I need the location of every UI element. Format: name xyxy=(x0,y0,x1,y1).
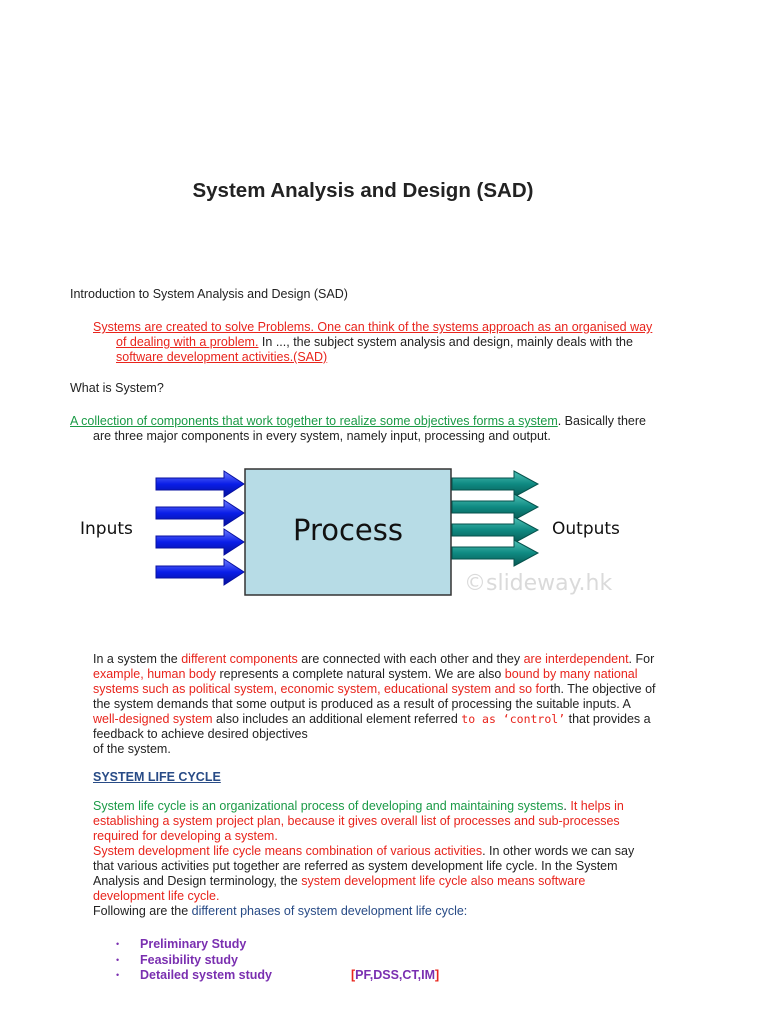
p3-q: of the system. xyxy=(93,742,171,756)
phase-label: Preliminary Study xyxy=(140,937,247,951)
inputs-label: Inputs xyxy=(80,519,133,539)
system-definition-plain-2: are three major components in every system, namely input, processing and output. xyxy=(93,429,551,443)
system-definition-paragraph xyxy=(70,414,690,444)
intro-paragraph xyxy=(93,320,683,365)
bullet-icon: • xyxy=(116,954,120,965)
p4-plain-1: . In other words we can say xyxy=(482,844,635,858)
input-arrows xyxy=(156,471,244,585)
p3-systems-list: systems such as political system, economic system, educational system and so for xyxy=(93,682,551,696)
p3-well-designed: well-designed system xyxy=(93,712,213,726)
watermark-text: ©slideway.hk xyxy=(464,571,613,596)
input-arrow-1 xyxy=(156,471,244,497)
p4-red-6: development life cycle. xyxy=(93,889,220,903)
p4-plain-3: Analysis and Design terminology, the xyxy=(93,874,302,888)
p4-red-2: establishing a system project plan, because it gives overall list of processes and sub-processes xyxy=(93,814,620,828)
output-arrow-4 xyxy=(452,540,538,566)
intro-red-line-3: software development activities.(SAD) xyxy=(116,350,328,364)
process-label: Process xyxy=(292,513,404,547)
input-arrow-3 xyxy=(156,529,244,555)
list-item xyxy=(116,953,272,969)
bullet-icon: • xyxy=(116,939,120,949)
bullet-icon: • xyxy=(116,970,120,980)
p3-human-body: example, human body xyxy=(93,667,216,681)
phase-label: Detailed system study xyxy=(140,968,272,982)
input-arrow-2 xyxy=(156,500,244,526)
p3-c: are connected with each other and they xyxy=(297,652,524,666)
p3-national-systems: bound by many national xyxy=(504,667,638,681)
p3-a: In a system the xyxy=(93,652,182,666)
intro-red-line-1: Systems are created to solve Problems. One can think of the systems approach as an organised way xyxy=(93,320,653,334)
system-definition-green: A collection of components that work together to realize some objectives forms a system xyxy=(70,414,558,428)
components-paragraph xyxy=(91,652,683,757)
list-item xyxy=(116,937,272,953)
p4-red-1: It helps in xyxy=(570,799,624,813)
p4-dot: . xyxy=(563,799,571,813)
p4-red-4: System development life cycle means combination of various activities xyxy=(93,844,483,858)
p3-e: . For xyxy=(628,652,655,666)
p3-different-components: different components xyxy=(181,652,298,666)
output-arrow-1 xyxy=(452,471,538,497)
system-definition-plain-1: . Basically there xyxy=(557,414,646,428)
what-is-system-heading: What is System? xyxy=(70,381,164,395)
system-life-cycle-heading: SYSTEM LIFE CYCLE xyxy=(93,770,221,784)
intro-plain-text: In ..., the subject system analysis and design, mainly deals with the xyxy=(258,335,633,349)
phase-abbreviation-tag: [PF,DSS,CT,IM] xyxy=(351,968,440,982)
p4-red-5: system development life cycle also means software xyxy=(301,874,586,888)
list-item xyxy=(116,968,440,984)
phases-list xyxy=(116,937,440,984)
p3-m: also includes an additional element referred xyxy=(212,712,462,726)
p4-plain-4: Following are the xyxy=(93,904,192,918)
output-arrow-2 xyxy=(452,494,538,520)
p3-g: represents a complete natural system. We are also xyxy=(216,667,505,681)
output-arrow-3 xyxy=(452,517,538,543)
outputs-label: Outputs xyxy=(552,519,620,539)
output-arrows xyxy=(452,471,538,566)
input-process-output-diagram xyxy=(74,464,634,604)
p4-blue: different phases of system development life cycle: xyxy=(191,904,468,918)
p4-plain-2: that various activities put together are referred as system development life cycle. In the System xyxy=(93,859,618,873)
p3-o: that provides a xyxy=(565,712,651,726)
life-cycle-paragraph xyxy=(93,799,693,919)
p3-p: feedback to achieve desired objectives xyxy=(93,727,308,741)
p3-control: to as ‘control’ xyxy=(461,712,566,726)
page-title: System Analysis and Design (SAD) xyxy=(192,179,534,202)
p3-interdependent: are interdependent xyxy=(523,652,629,666)
p4-green: System life cycle is an organizational process of developing and maintaining systems xyxy=(93,799,564,813)
p3-k: the system demands that some output is produced as a result of processing the suitable inputs. A xyxy=(93,697,631,711)
intro-heading: Introduction to System Analysis and Design (SAD) xyxy=(70,287,348,301)
intro-red-line-2: of dealing with a problem. xyxy=(116,335,259,349)
input-arrow-4 xyxy=(156,559,244,585)
p3-j: th. The objective of xyxy=(550,682,656,696)
phase-label: Feasibility study xyxy=(140,952,238,967)
p4-red-3: required for developing a system. xyxy=(93,829,278,843)
